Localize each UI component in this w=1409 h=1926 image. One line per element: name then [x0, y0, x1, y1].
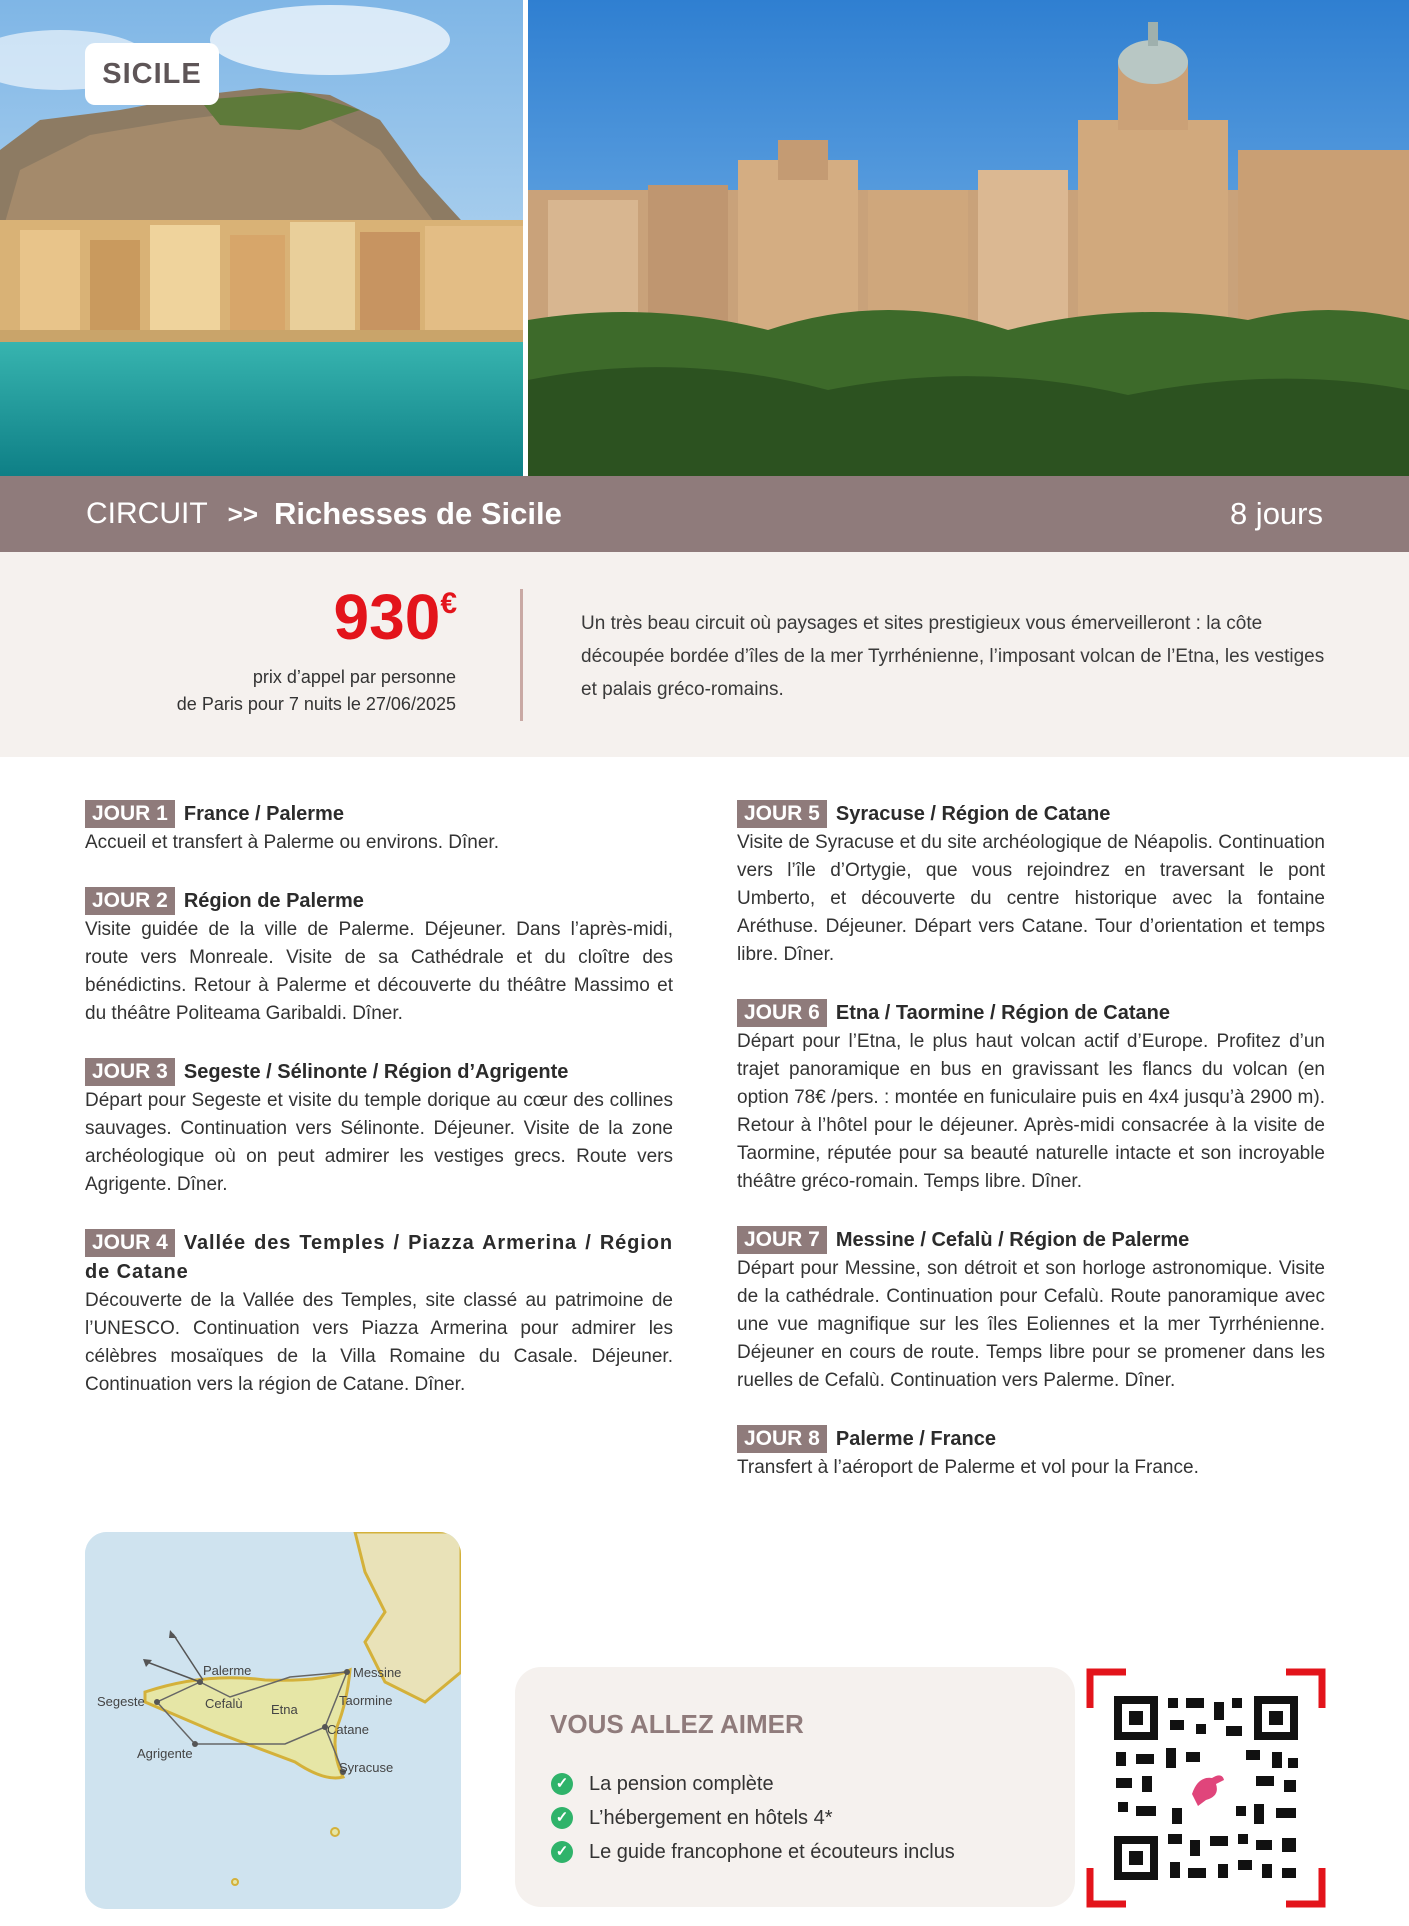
map-city-label: Catane [327, 1722, 369, 1737]
region-tag: SICILE [85, 43, 219, 105]
day-title: Palerme / France [835, 1428, 996, 1450]
price [333, 581, 457, 653]
highlight-item [551, 1835, 955, 1869]
map-city-label: Taormine [339, 1693, 393, 1708]
day-entry [85, 1229, 673, 1399]
day-text: Départ pour l’Etna, le plus haut volcan actif d’Europe. Profitez d’un trajet panoramique en bus en gravissant les flancs du volcan (en option 78€ /pers. : montée en funiculaire puis en 4x4 jusqu’à 2900 m). Retour à l’hôtel pour le déjeuner. Après-midi consacrée à la visite de Taormine, réputée pour sa beauté naturelle intacte et son incroyable théâtre gréco-romain. Temps libre. Dîner. [737, 1031, 1325, 1192]
day-badge: JOUR 7 [737, 1226, 827, 1254]
itinerary-column-right [737, 800, 1325, 1512]
map-city-label: Palerme [203, 1663, 252, 1678]
map-city-label: Etna [271, 1702, 298, 1717]
day-title: Vallée des Temples / Piazza Armerina / Région de Catane [85, 1232, 673, 1283]
circuit-label: CIRCUIT [86, 497, 208, 530]
day-entry [737, 1425, 1325, 1482]
day-badge: JOUR 3 [85, 1058, 175, 1086]
day-badge: JOUR 4 [85, 1229, 175, 1257]
cefalu-photo [0, 0, 523, 476]
day-title: Etna / Taormine / Région de Catane [835, 1002, 1170, 1024]
chevron-double-right-icon: >> [227, 498, 259, 529]
day-title: Syracuse / Région de Catane [835, 803, 1111, 825]
highlights-title: VOUS ALLEZ AIMER [550, 1709, 804, 1739]
map-city-label: Syracuse [339, 1760, 394, 1775]
day-title: Région de Palerme [183, 890, 364, 912]
day-text: Visite de Syracuse et du site archéologique de Néapolis. Continuation vers l’île d’Ortygie, que vous rejoindrez en traversant le pont Umberto, et découverte du centre historique avec la fontaine Aréthuse. Déjeuner. Départ vers Catane. Tour d’orientation et temps libre. Dîner. [737, 832, 1325, 965]
highlight-item [551, 1801, 955, 1835]
itinerary-column-left [85, 800, 673, 1429]
day-entry [85, 1058, 673, 1199]
check-icon: ✓ [551, 1773, 573, 1795]
map-city-label: Segeste [97, 1694, 145, 1709]
day-entry [737, 999, 1325, 1196]
intro-text: Un très beau circuit où paysages et sites prestigieux vous émerveilleront : la côte découpée bordée d’îles de la mer Tyrrhénienne, l’imposant volcan de l’Etna, les vestiges et palais gréco-romains. [581, 613, 1325, 700]
map-city-label: Agrigente [137, 1746, 193, 1761]
day-title: Segeste / Sélinonte / Région d’Agrigente [183, 1061, 569, 1083]
price-note-line: de Paris pour 7 nuits le 27/06/2025 [176, 694, 456, 714]
day-title: Messine / Cefalù / Région de Palerme [835, 1229, 1190, 1251]
highlight-text: L’hébergement en hôtels 4* [589, 1807, 833, 1829]
check-icon: ✓ [551, 1841, 573, 1863]
day-text: Visite guidée de la ville de Palerme. Déjeuner. Dans l’après-midi, route vers Monreale. Visite de sa Cathédrale et du cloître des bénédictins. Retour à Palerme et découverte du théâtre Massimo et du théâtre Politeama Garibaldi. Dîner. [85, 919, 673, 1024]
highlight-text: La pension complète [589, 1773, 774, 1795]
day-entry [85, 800, 673, 857]
day-badge: JOUR 2 [85, 887, 175, 915]
day-badge: JOUR 5 [737, 800, 827, 828]
circuit-title: Richesses de Sicile [274, 496, 562, 531]
map-city-label: Messine [353, 1665, 402, 1680]
highlights-box [515, 1667, 1075, 1907]
price-note [96, 664, 456, 718]
price-amount: 930 [333, 581, 441, 653]
day-entry [737, 800, 1325, 969]
price-currency: € [440, 587, 457, 620]
circuit-duration: 8 jours [1229, 496, 1323, 531]
map-city-label: Cefalù [205, 1696, 243, 1711]
day-title: France / Palerme [183, 803, 344, 825]
route-map [85, 1532, 461, 1909]
day-badge: JOUR 6 [737, 999, 827, 1027]
circuit-title-band [0, 476, 1409, 552]
day-text: Départ pour Segeste et visite du temple dorique au cœur des collines sauvages. Continuation vers Sélinonte. Déjeuner. Visite de la zone archéologique où on peut admirer les vestiges grecs. Route vers Agrigente. Dîner. [85, 1090, 673, 1195]
day-entry [737, 1226, 1325, 1395]
highlights-list [551, 1767, 955, 1869]
divider [520, 589, 523, 721]
day-text: Transfert à l’aéroport de Palerme et vol pour la France. [737, 1457, 1199, 1478]
hill-town-photo [528, 0, 1409, 476]
check-icon: ✓ [551, 1807, 573, 1829]
qr-code[interactable] [1086, 1668, 1326, 1908]
day-badge: JOUR 8 [737, 1425, 827, 1453]
price-box [0, 552, 1409, 757]
day-entry [85, 887, 673, 1028]
day-text: Départ pour Messine, son détroit et son horloge astronomique. Visite de la cathédrale. Continuation pour Cefalù. Route panoramique avec une vue magnifique sur les îles Eoliennes et la mer Tyrrhénienne. Déjeuner en cours de route. Temps libre pour se promener dans les ruelles de Cefalù. Continuation vers Palerme. Dîner. [737, 1258, 1325, 1391]
highlight-text: Le guide francophone et écouteurs inclus [589, 1841, 955, 1863]
price-note-line: prix d’appel par personne [252, 667, 456, 687]
day-badge: JOUR 1 [85, 800, 175, 828]
day-text: Découverte de la Vallée des Temples, site classé au patrimoine de l’UNESCO. Continuation vers Piazza Armerina pour admirer les célèbres mosaïques de la Villa Romaine du Casale. Déjeuner. Continuation vers la région de Catane. Dîner. [85, 1290, 673, 1395]
day-text: Accueil et transfert à Palerme ou environs. Dîner. [85, 832, 499, 853]
highlight-item [551, 1767, 955, 1801]
